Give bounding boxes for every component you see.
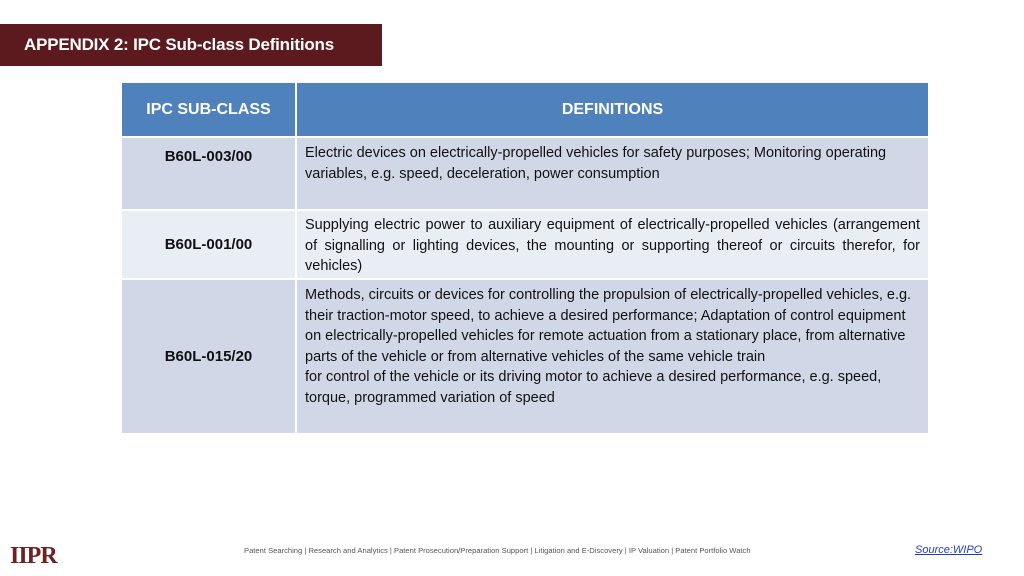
subclass-definition: Methods, circuits or devices for controlling the propulsion of electrically-propelled vehicles, e.g. their traction-motor speed, to achieve a desired performance; Adaptation of control equipment on electrically-propelled vehicles for remote actuation from a stationary place, from alternative parts of the vehicle or from alternative vehicles of the same vehicle train <box>305 287 912 365</box>
table-header-row <box>122 83 928 137</box>
subclass-definition-cell <box>296 279 928 433</box>
subclass-definition: Electric devices on electrically-propelled vehicles for safety purposes; Monitoring operating variables, e.g. speed, deceleration, power consumption <box>296 137 928 210</box>
table-row <box>122 137 928 210</box>
iipr-logo <box>10 542 74 570</box>
column-header-definitions: DEFINITIONS <box>296 83 928 137</box>
subclass-code: B60L-015/20 <box>122 279 296 433</box>
table-row <box>122 210 928 279</box>
page-title <box>0 24 382 66</box>
page-title-text: APPENDIX 2: IPC Sub-class Definitions <box>24 35 334 54</box>
subclass-code: B60L-003/00 <box>122 137 296 210</box>
table-row <box>122 279 928 433</box>
subclass-definition: Supplying electric power to auxiliary equipment of electrically-propelled vehicles (arrangement of signalling or lighting devices, the mounting or supporting thereof or circuits therefor, for vehicles) <box>296 210 928 279</box>
footer-services: Patent Searching | Research and Analytics | Patent Prosecution/Preparation Support | Litigation and E-Discovery | IP Valuation | Patent Portfolio Watch <box>244 546 751 555</box>
logo-text: IIPR <box>10 542 57 569</box>
subclass-code: B60L-001/00 <box>122 210 296 279</box>
ipc-definitions-table <box>122 83 928 433</box>
column-header-subclass: IPC SUB-CLASS <box>122 83 296 137</box>
subclass-definition-extra: for control of the vehicle or its driving motor to achieve a desired performance, e.g. speed, torque, programmed variation of speed <box>305 369 882 406</box>
source-link[interactable]: Source:WIPO <box>915 544 983 556</box>
